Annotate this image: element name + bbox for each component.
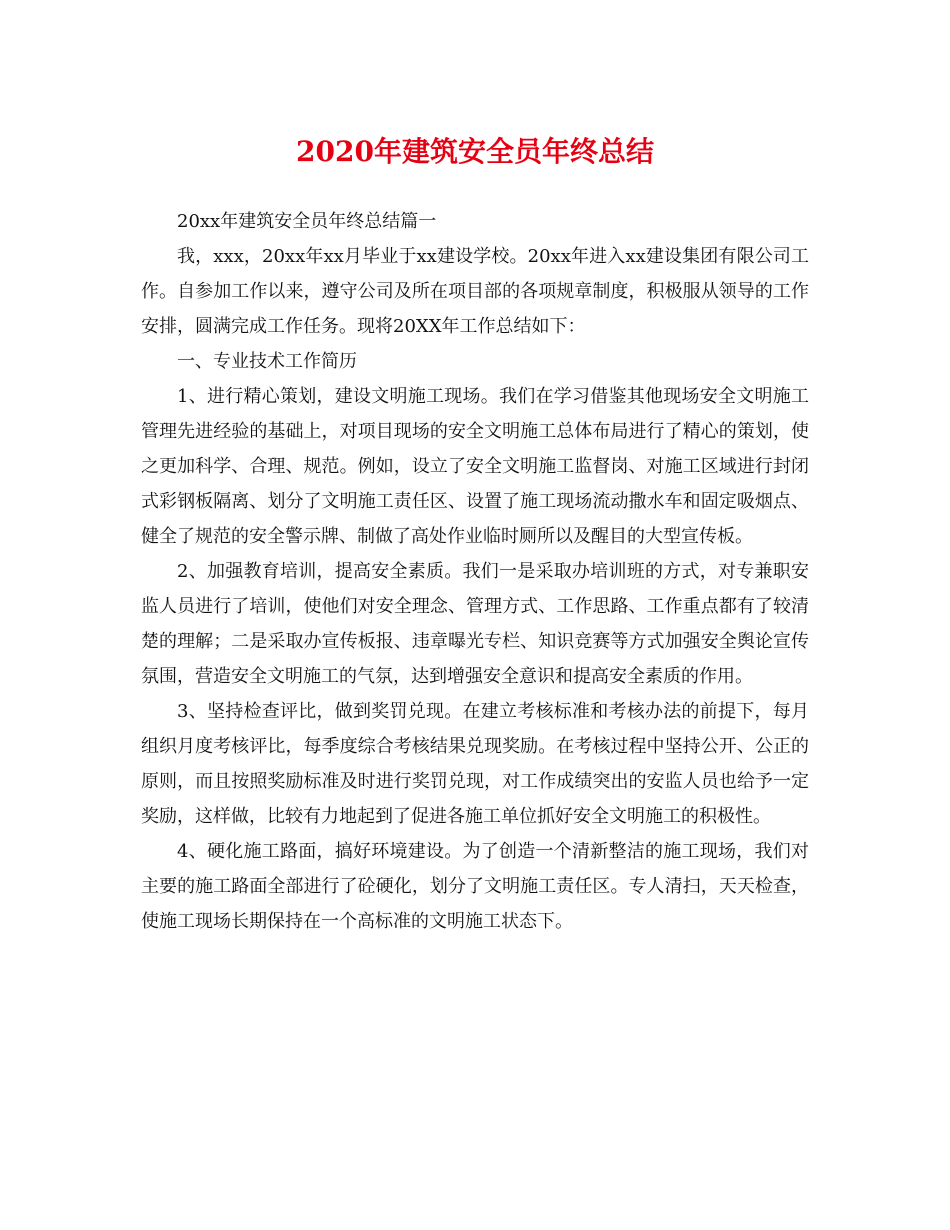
document-title: 2020年建筑安全员年终总结 — [296, 135, 654, 168]
document-body — [141, 204, 809, 939]
section-heading: 一、专业技术工作简历 — [177, 351, 357, 372]
item-paragraph-3: 3、坚持检查评比，做到奖罚兑现。在建立考核标准和考核办法的前提下，每月组织月度考核评比，每季度综合考核结果兑现奖励。在考核过程中坚持公开、公正的原则，而且按照奖励标准及时进行奖罚兑现，对工作成绩突出的安监人员也给予一定奖励，这样做，比较有力地起到了促进各施工单位抓好安全文明施工的积极性。 — [141, 701, 809, 827]
intro-paragraph: 我，xxx，20xx年xx月毕业于xx建设学校。20xx年进入xx建设集团有限公司工作。自参加工作以来，遵守公司及所在项目部的各项规章制度，积极服从领导的工作安排，圆满完成工作任务。现将20XX年工作总结如下： — [141, 246, 809, 337]
subtitle-paragraph: 20xx年建筑安全员年终总结篇一 — [177, 211, 437, 232]
item-paragraph-2: 2、加强教育培训，提高安全素质。我们一是采取办培训班的方式，对专兼职安监人员进行了培训，使他们对安全理念、管理方式、工作思路、工作重点都有了较清楚的理解；二是采取办宣传板报、违章曝光专栏、知识竞赛等方式加强安全舆论宣传氛围，营造安全文明施工的气氛，达到增强安全意识和提高安全素质的作用。 — [141, 561, 809, 687]
item-paragraph-1: 1、进行精心策划，建设文明施工现场。我们在学习借鉴其他现场安全文明施工管理先进经验的基础上，对项目现场的安全文明施工总体布局进行了精心的策划，使之更加科学、合理、规范。例如，设立了安全文明施工监督岗、对施工区域进行封闭式彩钢板隔离、划分了文明施工责任区、设置了施工现场流动撒水车和固定吸烟点、健全了规范的安全警示牌、制做了高处作业临时厕所以及醒目的大型宣传板。 — [141, 386, 809, 547]
item-paragraph-4: 4、硬化施工路面，搞好环境建设。为了创造一个清新整洁的施工现场，我们对主要的施工路面全部进行了砼硬化，划分了文明施工责任区。专人清扫，天天检查，使施工现场长期保持在一个高标准的文明施工状态下。 — [141, 841, 809, 932]
